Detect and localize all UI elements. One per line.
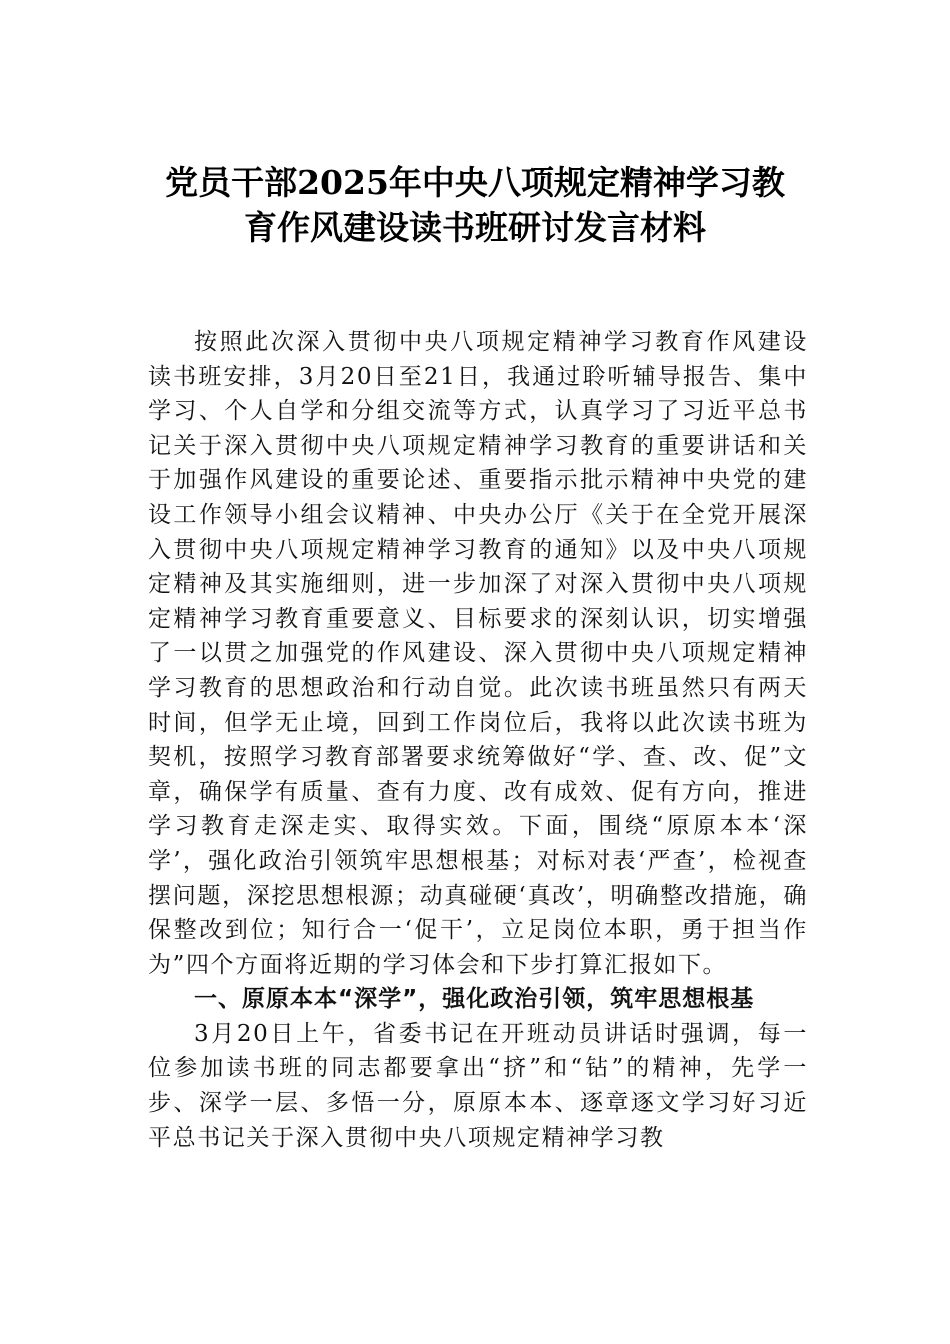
document-title-line-2: 育作风建设读书班研讨发言材料 [244,208,706,247]
document-title-line-1: 党员干部2025年中央八项规定精神学习教 [165,163,785,202]
section-heading-1: 一、原原本本“深学”，强化政治引领，筑牢思想根基 [194,986,755,1013]
body-paragraph-section-1: 3月20日上午，省委书记在开班动员讲话时强调，每一位参加读书班的同志都要拿出“挤”和“钻”的精神，先学一步、深学一层、多悟一分，原原本本、逐章逐文学习好习近平总书记关于深入贯彻中央八项规定精神学习教 [148,1020,808,1151]
document-body [148,325,808,1155]
body-paragraph-intro: 按照此次深入贯彻中央八项规定精神学习教育作风建设读书班安排，3月20日至21日，我通过聆听辅导报告、集中学习、个人自学和分组交流等方式，认真学习了习近平总书记关于深入贯彻中央八项规定精神学习教育的重要讲话和关于加强作风建设的重要论述、重要指示批示精神中央党的建设工作领导小组会议精神、中央办公厅《关于在全党开展深入贯彻中央八项规定精神学习教育的通知》以及中央八项规定精神及其实施细则，进一步加深了对深入贯彻中央八项规定精神学习教育重要意义、目标要求的深刻认识，切实增强了一以贯之加强党的作风建设、深入贯彻中央八项规定精神学习教育的思想政治和行动自觉。此次读书班虽然只有两天时间，但学无止境，回到工作岗位后，我将以此次读书班为契机，按照学习教育部署要求统筹做好“学、查、改、促”文章，确保学有质量、查有力度、改有成效、促有方向，推进学习教育走深走实、取得实效。下面，围绕“原原本本‘深学’，强化政治引领筑牢思想根基；对标对表‘严查’，检视查摆问题，深挖思想根源；动真碰硬‘真改’，明确整改措施，确保整改到位；知行合一‘促干’，立足岗位本职，勇于担当作为”四个方面将近期的学习体会和下步打算汇报如下。 [148,329,808,978]
